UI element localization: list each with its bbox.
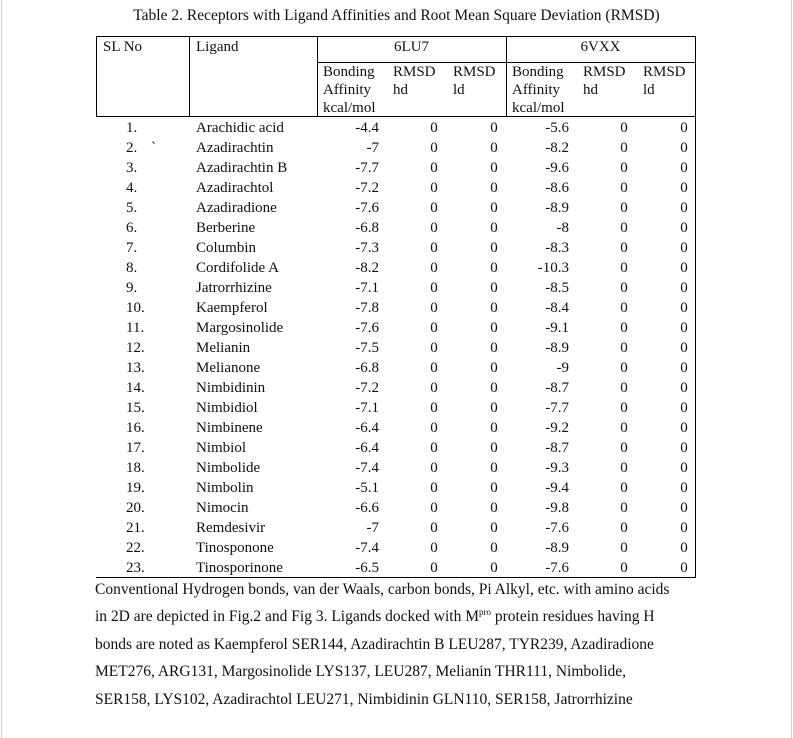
cell-rmsd-hd-6lu7: 0 <box>430 300 438 316</box>
cell-sl-no: 14. <box>126 380 145 396</box>
cell-affinity-6vxx: -8.7 <box>545 380 569 396</box>
cell-ligand: Columbin <box>196 240 257 256</box>
cell-affinity-6lu7: -4.4 <box>355 120 379 136</box>
cell-rmsd-ld-6vxx: 0 <box>680 340 688 356</box>
header-units-6vxx: kcal/mol <box>512 100 565 116</box>
cell-rmsd-hd-6lu7: 0 <box>430 160 438 176</box>
paragraph-line <box>95 603 695 630</box>
cell-rmsd-ld-6lu7: 0 <box>490 560 498 576</box>
cell-affinity-6vxx: -8.3 <box>545 240 569 256</box>
cell-ligand: Nimbolin <box>196 480 254 496</box>
cell-affinity-6lu7: -7.1 <box>355 400 379 416</box>
cell-rmsd-hd-6vxx: 0 <box>620 400 628 416</box>
cell-sl-no: 13. <box>126 360 145 376</box>
cell-rmsd-ld-6lu7: 0 <box>490 480 498 496</box>
cell-rmsd-ld-6lu7: 0 <box>490 300 498 316</box>
cell-affinity-6lu7: -7.8 <box>355 300 379 316</box>
cell-ligand: Nimocin <box>196 500 249 516</box>
cell-rmsd-hd-6lu7: 0 <box>430 380 438 396</box>
cell-ligand: Melianone <box>196 360 261 376</box>
cell-rmsd-ld-6vxx: 0 <box>680 480 688 496</box>
header-rmsd-ld-6lu7: RMSD <box>453 64 496 80</box>
cell-rmsd-hd-6lu7: 0 <box>430 280 438 296</box>
cell-affinity-6vxx: -9.6 <box>545 160 569 176</box>
cell-ligand: Kaempferol <box>196 300 268 316</box>
cell-rmsd-ld-6lu7: 0 <box>490 240 498 256</box>
cell-rmsd-hd-6vxx: 0 <box>620 560 628 576</box>
cell-rmsd-hd-6lu7: 0 <box>430 320 438 336</box>
cell-rmsd-hd-6lu7: 0 <box>430 460 438 476</box>
cell-sl-no: 22. <box>126 540 145 556</box>
cell-ligand: Jatrorrhizine <box>196 280 272 296</box>
cell-ligand: Nimbinene <box>196 420 263 436</box>
header-rmsd-hd-6lu7: RMSD <box>393 64 436 80</box>
cell-affinity-6vxx: -9.8 <box>545 500 569 516</box>
cell-rmsd-ld-6lu7: 0 <box>490 140 498 156</box>
header-affinity-6vxx: Affinity <box>512 82 561 98</box>
cell-affinity-6vxx: -8 <box>556 220 569 236</box>
paragraph-text: in 2D are depicted in Fig.2 and Fig 3. Ligands docked with M <box>95 608 479 626</box>
cell-sl-no: 3. <box>126 160 138 176</box>
cell-rmsd-ld-6vxx: 0 <box>680 360 688 376</box>
cell-sl-no: 8. <box>126 260 138 276</box>
cell-sl-no: 17. <box>126 440 145 456</box>
cell-rmsd-ld-6lu7: 0 <box>490 160 498 176</box>
cell-rmsd-hd-6vxx: 0 <box>620 460 628 476</box>
cell-rmsd-hd-6vxx: 0 <box>620 280 628 296</box>
cell-affinity-6vxx: -9.2 <box>545 420 569 436</box>
cell-affinity-6lu7: -5.1 <box>355 480 379 496</box>
cell-rmsd-ld-6vxx: 0 <box>680 540 688 556</box>
cell-affinity-6lu7: -7.7 <box>355 160 379 176</box>
header-hd-6vxx: hd <box>583 82 598 98</box>
cell-rmsd-ld-6vxx: 0 <box>680 180 688 196</box>
cell-rmsd-ld-6lu7: 0 <box>490 520 498 536</box>
cell-sl-no: 12. <box>126 340 145 356</box>
cell-ligand: Margosinolide <box>196 320 284 336</box>
cell-ligand: Nimbidiol <box>196 400 258 416</box>
cell-rmsd-ld-6lu7: 0 <box>490 540 498 556</box>
body-paragraph <box>95 576 695 713</box>
cell-affinity-6vxx: -8.9 <box>545 340 569 356</box>
cell-rmsd-ld-6lu7: 0 <box>490 180 498 196</box>
cell-rmsd-ld-6vxx: 0 <box>680 520 688 536</box>
header-6lu7: 6LU7 <box>394 39 429 55</box>
cell-affinity-6lu7: -6.8 <box>355 220 379 236</box>
cell-sl-no: 1. <box>126 120 138 136</box>
header-bonding-6vxx: Bonding <box>512 64 564 80</box>
cell-affinity-6lu7: -7 <box>366 520 379 536</box>
header-units-6lu7: kcal/mol <box>323 100 376 116</box>
cell-rmsd-ld-6lu7: 0 <box>490 500 498 516</box>
cell-sl-no: 2. <box>126 140 138 156</box>
cell-rmsd-ld-6lu7: 0 <box>490 340 498 356</box>
cell-rmsd-hd-6lu7: 0 <box>430 520 438 536</box>
cell-affinity-6vxx: -8.4 <box>545 300 569 316</box>
cell-rmsd-hd-6vxx: 0 <box>620 340 628 356</box>
cell-rmsd-ld-6lu7: 0 <box>490 260 498 276</box>
header-bonding-6lu7: Bonding <box>323 64 375 80</box>
cell-rmsd-ld-6vxx: 0 <box>680 220 688 236</box>
cell-rmsd-ld-6vxx: 0 <box>680 380 688 396</box>
header-affinity-6lu7: Affinity <box>323 82 372 98</box>
cell-ligand: Tinosporinone <box>196 560 283 576</box>
paragraph-line: MET276, ARG131, Margosinolide LYS137, LEU287, Melianin THR111, Nimbolide, <box>95 663 627 681</box>
cell-ligand: Nimbolide <box>196 460 261 476</box>
cell-rmsd-hd-6lu7: 0 <box>430 140 438 156</box>
cell-affinity-6vxx: -8.9 <box>545 540 569 556</box>
cell-affinity-6vxx: -8.5 <box>545 280 569 296</box>
cell-affinity-6lu7: -7.5 <box>355 340 379 356</box>
cell-rmsd-ld-6vxx: 0 <box>680 440 688 456</box>
cell-rmsd-hd-6vxx: 0 <box>620 160 628 176</box>
cell-ligand: Azadiradione <box>196 200 277 216</box>
cell-affinity-6vxx: -9.4 <box>545 480 569 496</box>
cell-sl-no: 9. <box>126 280 138 296</box>
cell-rmsd-hd-6vxx: 0 <box>620 260 628 276</box>
cell-affinity-6vxx: -8.6 <box>545 180 569 196</box>
cell-rmsd-ld-6lu7: 0 <box>490 200 498 216</box>
header-6vxx: 6VXX <box>580 39 621 55</box>
cell-rmsd-ld-6vxx: 0 <box>680 460 688 476</box>
paragraph-line: bonds are noted as Kaempferol SER144, Azadirachtin B LEU287, TYR239, Azadiradione <box>95 635 654 653</box>
cell-stray-mark: ` <box>151 140 156 156</box>
cell-ligand: Berberine <box>196 220 256 236</box>
cell-affinity-6lu7: -7.2 <box>355 180 379 196</box>
cell-ligand: Melianin <box>196 340 251 356</box>
cell-rmsd-hd-6lu7: 0 <box>430 560 438 576</box>
cell-rmsd-hd-6vxx: 0 <box>620 360 628 376</box>
header-ld-6lu7: ld <box>453 82 465 98</box>
cell-rmsd-hd-6vxx: 0 <box>620 320 628 336</box>
cell-sl-no: 4. <box>126 180 138 196</box>
cell-affinity-6lu7: -7.2 <box>355 380 379 396</box>
header-ld-6vxx: ld <box>643 82 655 98</box>
cell-rmsd-ld-6vxx: 0 <box>680 160 688 176</box>
cell-rmsd-hd-6lu7: 0 <box>430 360 438 376</box>
cell-sl-no: 23. <box>126 560 145 576</box>
cell-rmsd-ld-6vxx: 0 <box>680 200 688 216</box>
cell-rmsd-hd-6vxx: 0 <box>620 200 628 216</box>
cell-affinity-6lu7: -7.4 <box>355 540 379 556</box>
cell-affinity-6vxx: -8.2 <box>545 140 569 156</box>
cell-ligand: Nimbiol <box>196 440 247 456</box>
cell-rmsd-hd-6vxx: 0 <box>620 440 628 456</box>
cell-rmsd-ld-6lu7: 0 <box>490 400 498 416</box>
cell-rmsd-hd-6vxx: 0 <box>620 480 628 496</box>
cell-ligand: Cordifolide A <box>196 260 279 276</box>
cell-rmsd-hd-6lu7: 0 <box>430 500 438 516</box>
cell-affinity-6lu7: -6.5 <box>355 560 379 576</box>
header-rmsd-ld-6vxx: RMSD <box>643 64 686 80</box>
cell-affinity-6lu7: -6.6 <box>355 500 379 516</box>
cell-rmsd-hd-6lu7: 0 <box>430 440 438 456</box>
cell-ligand: Nimbidinin <box>196 380 266 396</box>
cell-sl-no: 7. <box>126 240 138 256</box>
cell-rmsd-ld-6lu7: 0 <box>490 460 498 476</box>
cell-rmsd-ld-6vxx: 0 <box>680 400 688 416</box>
cell-affinity-6lu7: -7.6 <box>355 320 379 336</box>
cell-rmsd-ld-6lu7: 0 <box>490 440 498 456</box>
cell-rmsd-hd-6vxx: 0 <box>620 380 628 396</box>
cell-ligand: Tinosponone <box>196 540 274 556</box>
cell-affinity-6vxx: -9 <box>556 360 569 376</box>
cell-affinity-6vxx: -10.3 <box>537 260 569 276</box>
cell-affinity-6vxx: -9.3 <box>545 460 569 476</box>
cell-ligand: Arachidic acid <box>196 120 284 136</box>
cell-sl-no: 15. <box>126 400 145 416</box>
cell-sl-no: 11. <box>126 320 145 336</box>
cell-sl-no: 19. <box>126 480 145 496</box>
cell-rmsd-hd-6vxx: 0 <box>620 220 628 236</box>
cell-affinity-6vxx: -8.9 <box>545 200 569 216</box>
cell-rmsd-ld-6vxx: 0 <box>680 240 688 256</box>
cell-affinity-6lu7: -7.3 <box>355 240 379 256</box>
cell-sl-no: 18. <box>126 460 145 476</box>
cell-rmsd-hd-6vxx: 0 <box>620 420 628 436</box>
cell-rmsd-ld-6vxx: 0 <box>680 320 688 336</box>
cell-rmsd-hd-6vxx: 0 <box>620 520 628 536</box>
cell-rmsd-ld-6lu7: 0 <box>490 360 498 376</box>
paragraph-line: Conventional Hydrogen bonds, van der Waals, carbon bonds, Pi Alkyl, etc. with amino acids <box>95 581 670 598</box>
cell-rmsd-hd-6lu7: 0 <box>430 120 438 136</box>
cell-rmsd-hd-6lu7: 0 <box>430 200 438 216</box>
header-rmsd-hd-6vxx: RMSD <box>583 64 626 80</box>
header-hd-6lu7: hd <box>393 82 408 98</box>
cell-affinity-6vxx: -7.6 <box>545 520 569 536</box>
cell-rmsd-ld-6vxx: 0 <box>680 500 688 516</box>
cell-affinity-6lu7: -8.2 <box>355 260 379 276</box>
cell-affinity-6vxx: -7.7 <box>545 400 569 416</box>
cell-rmsd-hd-6lu7: 0 <box>430 240 438 256</box>
paragraph-line: SER158, LYS102, Azadirachtol LEU271, Nimbidinin GLN110, SER158, Jatrorrhizine <box>95 690 633 708</box>
cell-sl-no: 5. <box>126 200 138 216</box>
cell-rmsd-ld-6lu7: 0 <box>490 220 498 236</box>
cell-sl-no: 21. <box>126 520 145 536</box>
cell-rmsd-hd-6vxx: 0 <box>620 140 628 156</box>
cell-rmsd-ld-6vxx: 0 <box>680 140 688 156</box>
cell-rmsd-hd-6lu7: 0 <box>430 340 438 356</box>
cell-rmsd-ld-6vxx: 0 <box>680 300 688 316</box>
header-ligand: Ligand <box>196 39 239 55</box>
cell-rmsd-ld-6lu7: 0 <box>490 380 498 396</box>
cell-rmsd-ld-6vxx: 0 <box>680 560 688 576</box>
cell-affinity-6lu7: -6.4 <box>355 440 379 456</box>
cell-ligand: Remdesivir <box>196 520 266 536</box>
cell-rmsd-hd-6lu7: 0 <box>430 260 438 276</box>
cell-rmsd-hd-6vxx: 0 <box>620 540 628 556</box>
cell-affinity-6vxx: -7.6 <box>545 560 569 576</box>
cell-rmsd-hd-6lu7: 0 <box>430 540 438 556</box>
cell-affinity-6vxx: -9.1 <box>545 320 569 336</box>
cell-rmsd-hd-6lu7: 0 <box>430 480 438 496</box>
cell-rmsd-ld-6lu7: 0 <box>490 280 498 296</box>
cell-sl-no: 20. <box>126 500 145 516</box>
header-sl-no: SL No <box>103 39 143 55</box>
cell-affinity-6lu7: -7.6 <box>355 200 379 216</box>
cell-rmsd-hd-6vxx: 0 <box>620 300 628 316</box>
cell-affinity-6vxx: -5.6 <box>545 120 569 136</box>
table-caption: Table 2. Receptors with Ligand Affinities and Root Mean Square Deviation (RMSD) <box>133 7 660 24</box>
cell-rmsd-hd-6lu7: 0 <box>430 220 438 236</box>
cell-rmsd-hd-6vxx: 0 <box>620 500 628 516</box>
cell-affinity-6vxx: -8.7 <box>545 440 569 456</box>
cell-ligand: Azadirachtin B <box>196 160 288 176</box>
cell-rmsd-hd-6lu7: 0 <box>430 420 438 436</box>
cell-rmsd-ld-6vxx: 0 <box>680 420 688 436</box>
cell-sl-no: 10. <box>126 300 145 316</box>
cell-affinity-6lu7: -6.4 <box>355 420 379 436</box>
cell-sl-no: 6. <box>126 220 138 236</box>
cell-rmsd-hd-6lu7: 0 <box>430 180 438 196</box>
cell-rmsd-hd-6vxx: 0 <box>620 120 628 136</box>
cell-rmsd-ld-6lu7: 0 <box>490 420 498 436</box>
cell-rmsd-hd-6vxx: 0 <box>620 240 628 256</box>
cell-affinity-6lu7: -7 <box>366 140 379 156</box>
cell-affinity-6lu7: -6.8 <box>355 360 379 376</box>
cell-affinity-6lu7: -7.4 <box>355 460 379 476</box>
paragraph-text: protein residues having H <box>491 608 655 626</box>
cell-rmsd-hd-6vxx: 0 <box>620 180 628 196</box>
cell-ligand: Azadirachtin <box>196 140 274 156</box>
cell-rmsd-hd-6lu7: 0 <box>430 400 438 416</box>
superscript-pro: pro <box>479 607 491 618</box>
cell-rmsd-ld-6lu7: 0 <box>490 320 498 336</box>
cell-affinity-6lu7: -7.1 <box>355 280 379 296</box>
cell-rmsd-ld-6vxx: 0 <box>680 280 688 296</box>
cell-rmsd-ld-6vxx: 0 <box>680 260 688 276</box>
cell-rmsd-ld-6lu7: 0 <box>490 120 498 136</box>
cell-ligand: Azadirachtol <box>196 180 274 196</box>
cell-rmsd-ld-6vxx: 0 <box>680 120 688 136</box>
cell-sl-no: 16. <box>126 420 145 436</box>
